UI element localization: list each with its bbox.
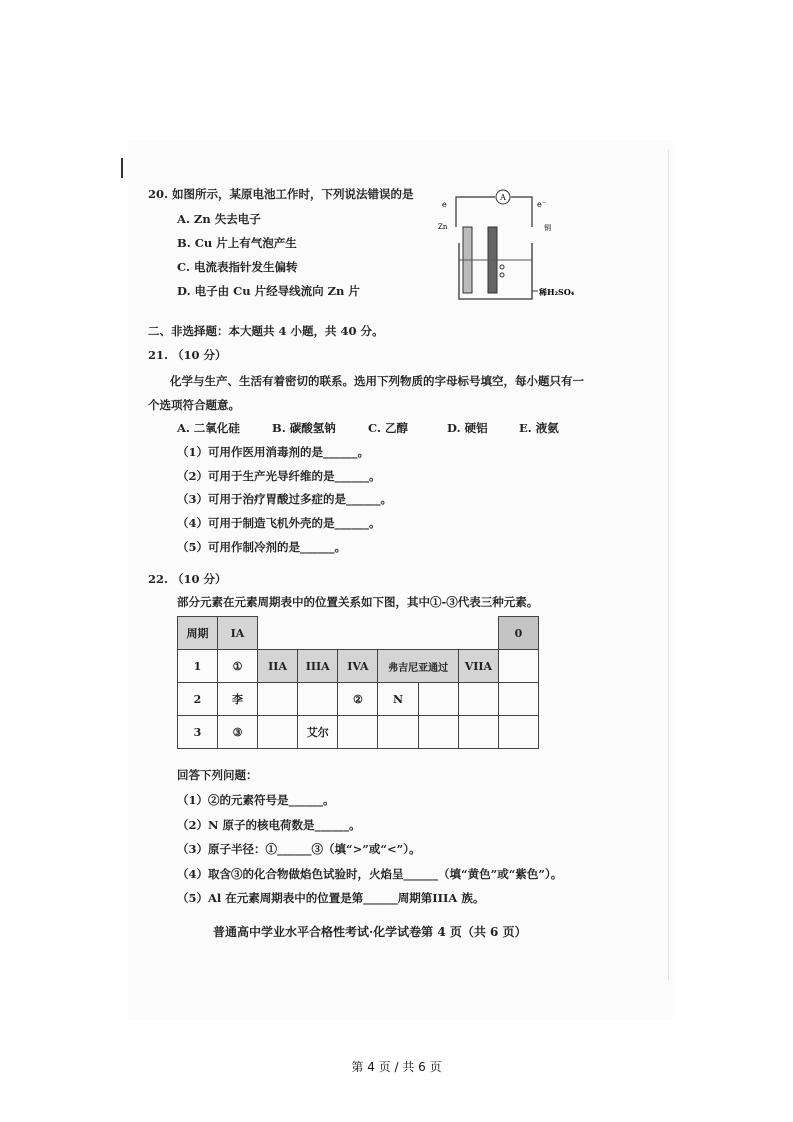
q20-option-c: C. 电流表指针发生偏转 (177, 260, 298, 274)
exam-page-footer: 普通高中学业水平合格性考试·化学试卷第 4 页（共 6 页） (213, 925, 527, 939)
q21-item-2: （2）可用于生产光导纤维的是______。 (177, 469, 381, 483)
element-li: 李 (218, 683, 258, 716)
q22-item-1: （1）②的元素符号是______。 (177, 793, 335, 807)
header-viia: VIIA (458, 650, 498, 683)
q22-stem: 部分元素在元素周期表中的位置关系如下图，其中①-③代表三种元素。 (177, 595, 539, 609)
q20-stem: 20. 如图所示，某原电池工作时，下列说法错误的是 (148, 187, 414, 201)
section-2-heading: 二、非选择题：本大题共 4 小题，共 40 分。 (148, 324, 384, 338)
q21-choice-a: A. 二氧化硅 (177, 421, 240, 435)
q21-item-1: （1）可用作医用消毒剂的是______。 (177, 445, 370, 459)
q20-option-d: D. 电子由 Cu 片经导线流向 Zn 片 (177, 284, 360, 298)
q22-item-3: （3）原子半径：①______③（填“>”或“<”）。 (177, 842, 421, 856)
element-al: 艾尔 (298, 716, 338, 749)
q22-item-5: （5）Al 在元素周期表中的位置是第______周期第IIIA 族。 (177, 891, 485, 905)
header-va-via-overlay: 弗吉尼亚通过 (378, 650, 458, 683)
header-iva: IVA (338, 650, 378, 683)
svg-text:稀H₂SO₄: 稀H₂SO₄ (539, 287, 575, 297)
q21-choice-e: E. 液氨 (519, 421, 559, 435)
header-ia: IA (218, 617, 258, 650)
element-n: N (378, 683, 418, 716)
q20-option-a: A. Zn 失去电子 (177, 212, 261, 226)
q22-heading: 22. （10 分） (148, 572, 227, 586)
element-3: ③ (218, 716, 258, 749)
period-1: 1 (178, 650, 218, 683)
period-2: 2 (178, 683, 218, 716)
margin-mark (121, 158, 123, 178)
header-period: 周期 (178, 617, 218, 650)
q21-item-5: （5）可用作制冷剂的是______。 (177, 540, 347, 554)
periodic-table (177, 616, 539, 749)
q21-item-3: （3）可用于治疗胃酸过多症的是______。 (177, 492, 392, 506)
q22-item-2: （2）N 原子的核电荷数是______。 (177, 818, 361, 832)
q21-choice-c: C. 乙醇 (368, 421, 408, 435)
scan-edge (668, 150, 669, 980)
galvanic-cell-diagram (438, 185, 575, 310)
svg-text:Zn: Zn (438, 223, 448, 231)
header-group-0: 0 (499, 617, 539, 650)
svg-text:e⁻: e⁻ (537, 200, 546, 209)
svg-text:e: e (442, 200, 447, 209)
element-2: ② (338, 683, 378, 716)
svg-text:铜: 铜 (544, 224, 551, 232)
q22-item-4: （4）取含③的化合物做焰色试验时，火焰呈______（填“黄色”或“紫色”）。 (177, 867, 563, 881)
q21-choice-d: D. 硬铝 (447, 421, 488, 435)
page-number: 第 4 页 / 共 6 页 (351, 1060, 442, 1074)
q21-choice-b: B. 碳酸氢钠 (272, 421, 336, 435)
svg-text:A: A (500, 193, 506, 202)
q20-option-b: B. Cu 片上有气泡产生 (177, 236, 297, 250)
q21-stem-line2: 个选项符合题意。 (148, 398, 240, 412)
header-iiia: IIIA (298, 650, 338, 683)
q22-prompt: 回答下列问题： (177, 768, 258, 782)
q21-item-4: （4）可用于制造飞机外壳的是______。 (177, 516, 381, 530)
q21-stem-line1: 化学与生产、生活有着密切的联系。选用下列物质的字母标号填空，每小题只有一 (170, 374, 584, 388)
q21-heading: 21. （10 分） (148, 348, 227, 362)
header-iia: IIA (258, 650, 298, 683)
element-1: ① (218, 650, 258, 683)
period-3: 3 (178, 716, 218, 749)
